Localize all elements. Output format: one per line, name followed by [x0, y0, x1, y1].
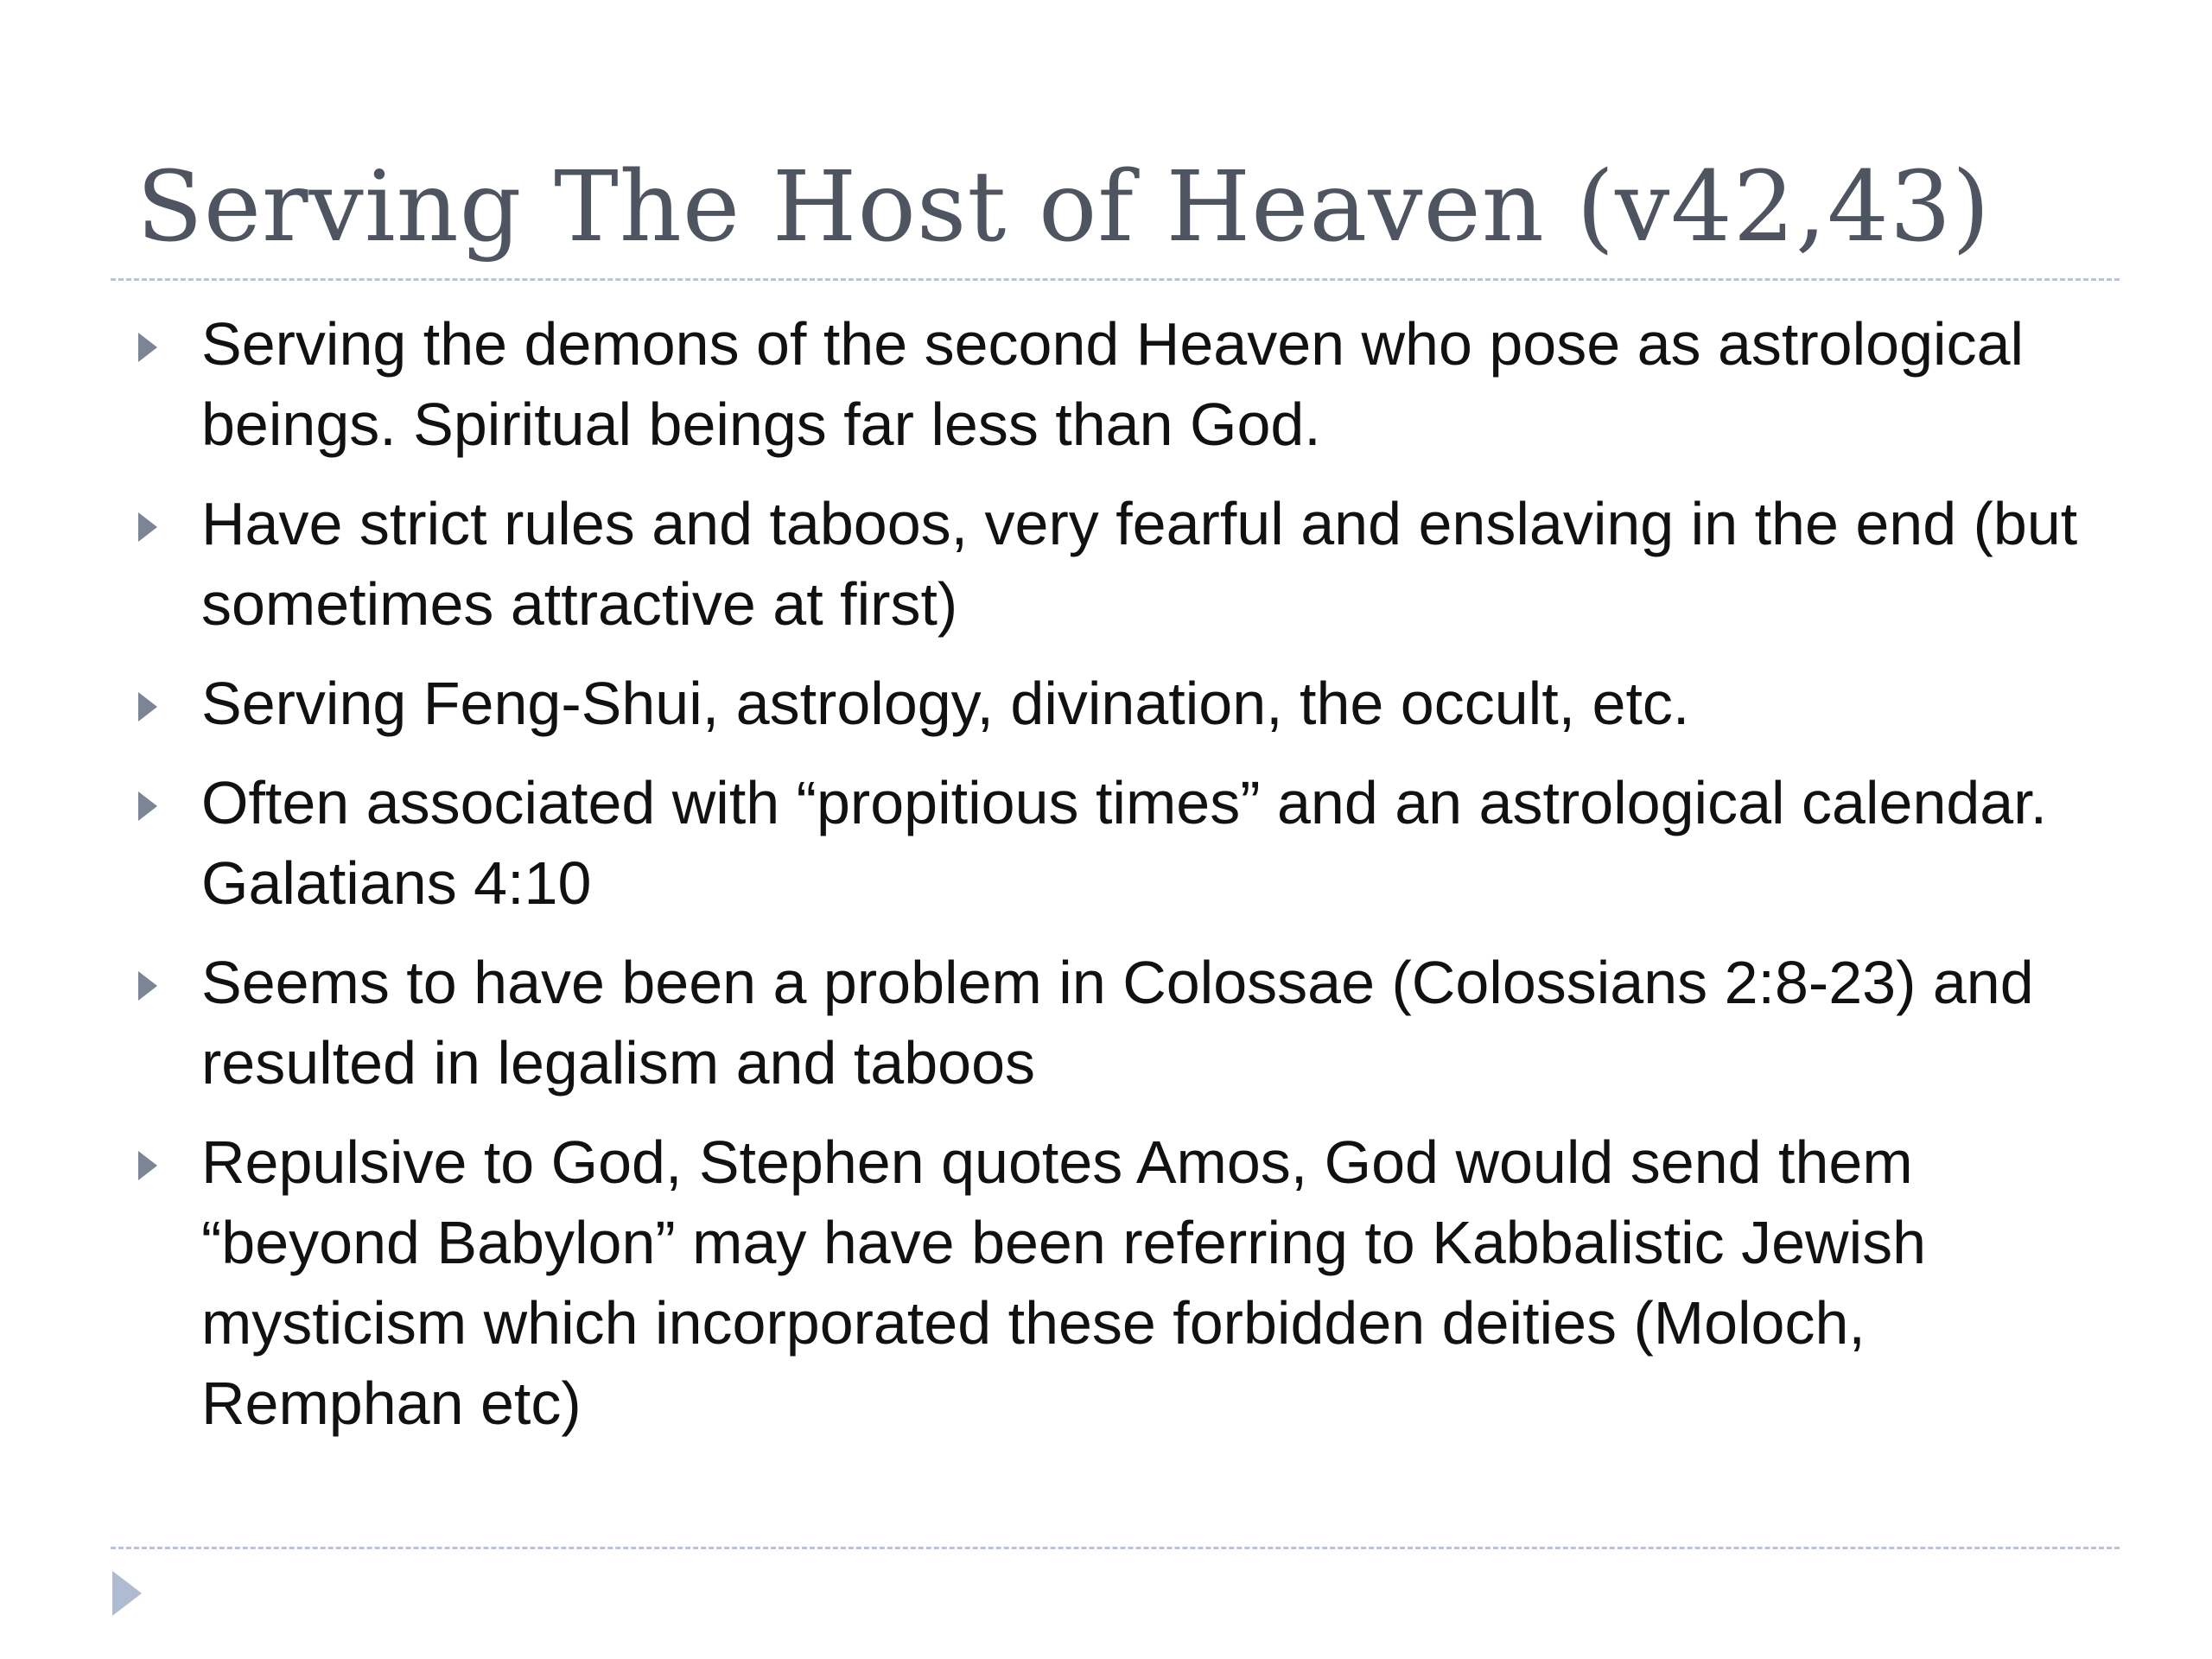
play-arrow-icon[interactable] [112, 1571, 142, 1616]
bullet-text: Serving the demons of the second Heaven who pose as astrological beings. Spiritual beings far less than God. [201, 310, 2024, 458]
bullet-item [137, 484, 2124, 645]
bullet-item [137, 304, 2124, 465]
bullet-text: Serving Feng-Shui, astrology, divination, the occult, etc. [201, 670, 1690, 737]
bullet-item [137, 943, 2124, 1103]
triangle-bullet-icon [138, 971, 157, 1001]
bullet-list [137, 304, 2124, 1463]
triangle-bullet-icon [138, 333, 157, 362]
bullet-text: Often associated with “propitious times” and an astrological calendar. Galatians 4:10 [201, 769, 2048, 917]
bullet-item [137, 763, 2124, 924]
bullet-text: Seems to have been a problem in Colossae (Colossians 2:8-23) and resulted in legalism and taboos [201, 949, 2034, 1096]
slide-title: Serving The Host of Heaven (v42,43) [137, 151, 1991, 264]
bullet-item [137, 664, 2124, 744]
title-divider [111, 278, 2120, 281]
footer-divider [111, 1547, 2120, 1549]
triangle-bullet-icon [138, 1151, 157, 1180]
bullet-item [137, 1122, 2124, 1444]
triangle-bullet-icon [138, 791, 157, 821]
triangle-bullet-icon [138, 512, 157, 542]
bullet-text: Have strict rules and taboos, very fearful and enslaving in the end (but sometimes attractive at first) [201, 490, 2078, 638]
bullet-text: Repulsive to God, Stephen quotes Amos, God would send them “beyond Babylon” may have been referring to Kabbalistic Jewish mysticism which incorporated these forbidden deities (Moloch, Remphan etc) [201, 1128, 1927, 1437]
triangle-bullet-icon [138, 692, 157, 721]
